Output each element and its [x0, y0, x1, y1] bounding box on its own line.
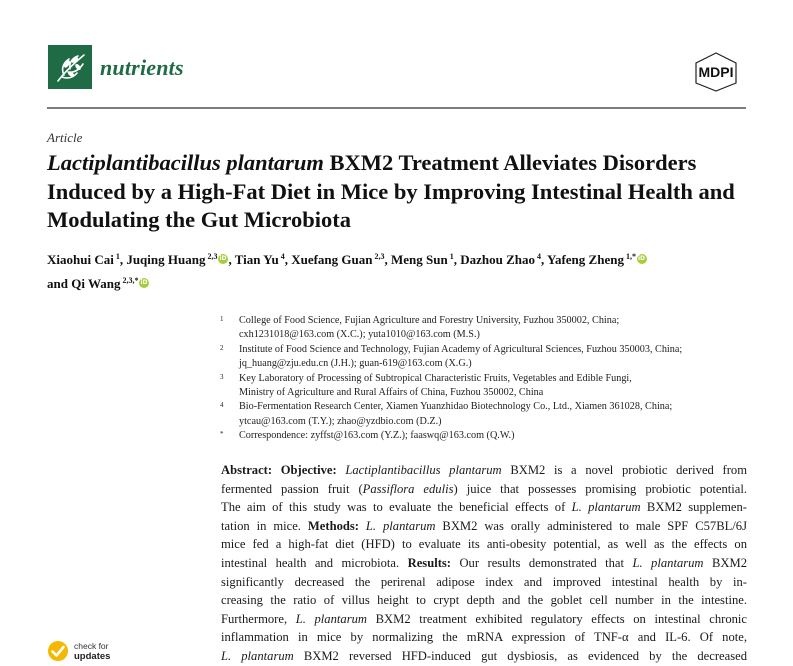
abstract-line: [221, 498, 747, 517]
abstract-italic: Passiflora edulis: [362, 481, 454, 496]
affiliation-line: jq_huang@zju.edu.cn (J.H.); guan-619@163.com (X.G.): [239, 358, 472, 370]
abstract-text: BXM2 is a novel probiotic derived from: [501, 463, 748, 477]
affiliation-text: [239, 314, 759, 343]
orcid-icon[interactable]: [637, 254, 647, 264]
abstract-text: Our results demonstrated that: [451, 555, 633, 570]
abstract-text: ) juice that possesses promising probiotic potential.: [453, 481, 748, 496]
author[interactable]: [291, 252, 384, 267]
abstract-italic: L. plantarum: [295, 611, 367, 626]
author[interactable]: [391, 252, 454, 267]
author-name[interactable]: Xuefang Guan: [291, 252, 373, 267]
author-affiliation: 1: [447, 252, 454, 261]
author-name[interactable]: Juqing Huang: [126, 252, 206, 267]
author-affiliation: 2,3: [205, 252, 218, 261]
author-affiliation: 1: [113, 252, 120, 261]
author-affiliation: 4: [278, 252, 285, 261]
abstract-text: tation in mice.: [221, 518, 308, 533]
article-type: Article: [47, 130, 83, 145]
abstract-line: [221, 591, 747, 610]
abstract-text: fermented passion fruit (: [221, 481, 363, 496]
abstract-italic: L. plantarum: [632, 555, 704, 570]
title-species: Lactiplantibacillus plantarum: [47, 150, 324, 175]
abstract-text: inflammation in mice by normalizing the mRNA expression of TNF-α and IL-6. Of note,: [221, 630, 747, 645]
abstract-line: [221, 628, 747, 647]
mdpi-logo-icon: [686, 52, 746, 92]
abstract-text: BXM2 supplemen-: [640, 500, 748, 515]
affiliation-line: Key Laboratory of Processing of Subtropical Characteristic Fruits, Vegetables and Edible Fungi,: [239, 372, 632, 384]
abstract-text: mice fed a high-fat diet (HFD) to evaluate its anti-obesity potential, as well as the effects on: [221, 537, 747, 552]
author-name[interactable]: Meng Sun: [390, 252, 448, 267]
author-name[interactable]: Xiaohui Cai: [47, 252, 114, 267]
abstract-line: [221, 517, 747, 536]
abstract-line: [221, 535, 747, 554]
affiliation-line: Institute of Food Science and Technology, Fujian Academy of Agricultural Sciences, Fuzhou 350003, China;: [239, 343, 683, 355]
orcid-icon[interactable]: [139, 278, 149, 288]
author-joiner: and: [47, 276, 72, 291]
abstract-italic: L. plantarum: [365, 518, 436, 533]
affiliation-line: Ministry of Agriculture and Rural Affairs of China, Fuzhou 350002, China: [239, 387, 544, 398]
abstract-text: creasing the ratio of villus height to crypt depth and the goblet cell number in the intestine.: [221, 593, 747, 608]
affiliation-line: Bio-Fermentation Research Center, Xiamen Yuanzhidao Biotechnology Co., Ltd., Xiamen 361028, China;: [239, 401, 673, 413]
author-affiliation: 1,*: [623, 252, 636, 261]
abstract-text: [272, 463, 281, 477]
author-name[interactable]: Tian Yu: [234, 252, 279, 267]
author-name[interactable]: Yafeng Zheng: [547, 252, 624, 267]
check-updates-line2: updates: [74, 651, 111, 662]
abstract-heading: Objective:: [280, 463, 337, 477]
article-title: [47, 149, 747, 235]
affiliation-text: [239, 372, 759, 401]
author-affiliation: 2,3: [372, 252, 385, 261]
abstract-text: BXM2 was orally administered to male SPF C57BL/6J: [435, 518, 747, 533]
abstract-text: intestinal health and microbiota.: [221, 555, 408, 570]
abstract-text: BXM2 treatment exhibited regulatory effects on intestinal chronic: [367, 611, 748, 626]
abstract: [221, 461, 747, 666]
abstract-text: Furthermore,: [221, 611, 296, 626]
check-updates-icon: [47, 640, 69, 662]
author[interactable]: [47, 252, 120, 267]
author[interactable]: [235, 252, 285, 267]
header-divider: [47, 107, 746, 109]
journal-logo: [48, 45, 92, 89]
author-name[interactable]: Qi Wang: [71, 276, 121, 291]
affiliation-line: cxh1231018@163.com (X.C.); yuta1010@163.com (M.S.): [239, 329, 480, 341]
abstract-italic: L. plantarum: [221, 648, 294, 663]
author[interactable]: [126, 252, 228, 267]
abstract-line: [221, 610, 747, 629]
author[interactable]: [47, 276, 149, 291]
abstract-line: [221, 573, 747, 592]
abstract-text: The aim of this study was to evaluate the beneficial effects of: [221, 500, 572, 515]
author-affiliation: 2,3,*: [120, 276, 139, 285]
abstract-italic: Lactiplantibacillus plantarum: [345, 463, 502, 477]
author[interactable]: [460, 252, 541, 267]
affiliation-line: Correspondence: zyffst@163.com (Y.Z.); faaswq@163.com (Q.W.): [239, 430, 515, 442]
check-updates-line1: check for: [74, 641, 109, 651]
publisher-logo[interactable]: [686, 52, 746, 92]
affiliation-line: College of Food Science, Fujian Agriculture and Forestry University, Fuzhou 350002, China;: [239, 315, 620, 326]
abstract-text: significantly decreased the perirenal adipose index and improved intestinal health by in-: [221, 574, 747, 589]
author[interactable]: [547, 252, 647, 267]
affiliation-text: [239, 400, 759, 429]
abstract-text: [359, 519, 366, 533]
abstract-italic: L. plantarum: [571, 500, 641, 515]
journal-name[interactable]: nutrients: [100, 55, 184, 80]
title-rest: BXM2 Treatment Alleviates Disorders Induced by a High-Fat Diet in Mice by Improving Intestinal Health and Modulating the Gut Microbiota: [47, 150, 735, 232]
abstract-text: BXM2: [703, 555, 747, 570]
abstract-heading: Results:: [407, 555, 452, 570]
author-affiliation: 4: [534, 252, 541, 261]
abstract-line: [221, 461, 747, 480]
abstract-line: [221, 647, 747, 666]
author-list: Xiaohui Cai $^1$, Juqing Huang $^{2,3}$iD , Tian Yu $^4$, Xuefang Guan $^{2,3}$, Meng Sun $^1$, Dazhou Zhao $^4$, Yafeng Zheng $^{1,*}$iD and Qi Wang $^{2,3,*}$iD: [47, 246, 747, 294]
abstract-line: [221, 480, 747, 499]
affiliation-number: 3: [220, 372, 224, 381]
affiliation-number: *: [220, 430, 224, 439]
abstract-heading: Abstract:: [221, 463, 273, 477]
affiliation-text: [239, 429, 759, 443]
affiliation-line: ytcau@163.com (T.Y.); zhao@yzdbio.com (D.Z.): [239, 415, 442, 427]
orcid-icon[interactable]: [218, 254, 228, 264]
affiliation-text: [239, 343, 759, 372]
publisher-name: MDPI: [698, 64, 734, 80]
affiliation-number: 1: [220, 315, 224, 323]
author-name[interactable]: Dazhou Zhao: [460, 252, 535, 267]
affiliation-number: 4: [220, 401, 224, 410]
abstract-text: BXM2 reversed HFD-induced gut dysbiosis, as evidenced by the decreased: [293, 648, 747, 663]
check-for-updates-button[interactable]: [47, 638, 137, 662]
abstract-heading: Methods:: [307, 518, 359, 533]
leaf-icon: [48, 45, 92, 89]
affiliation-number: 2: [220, 343, 224, 352]
abstract-line: [221, 554, 747, 573]
